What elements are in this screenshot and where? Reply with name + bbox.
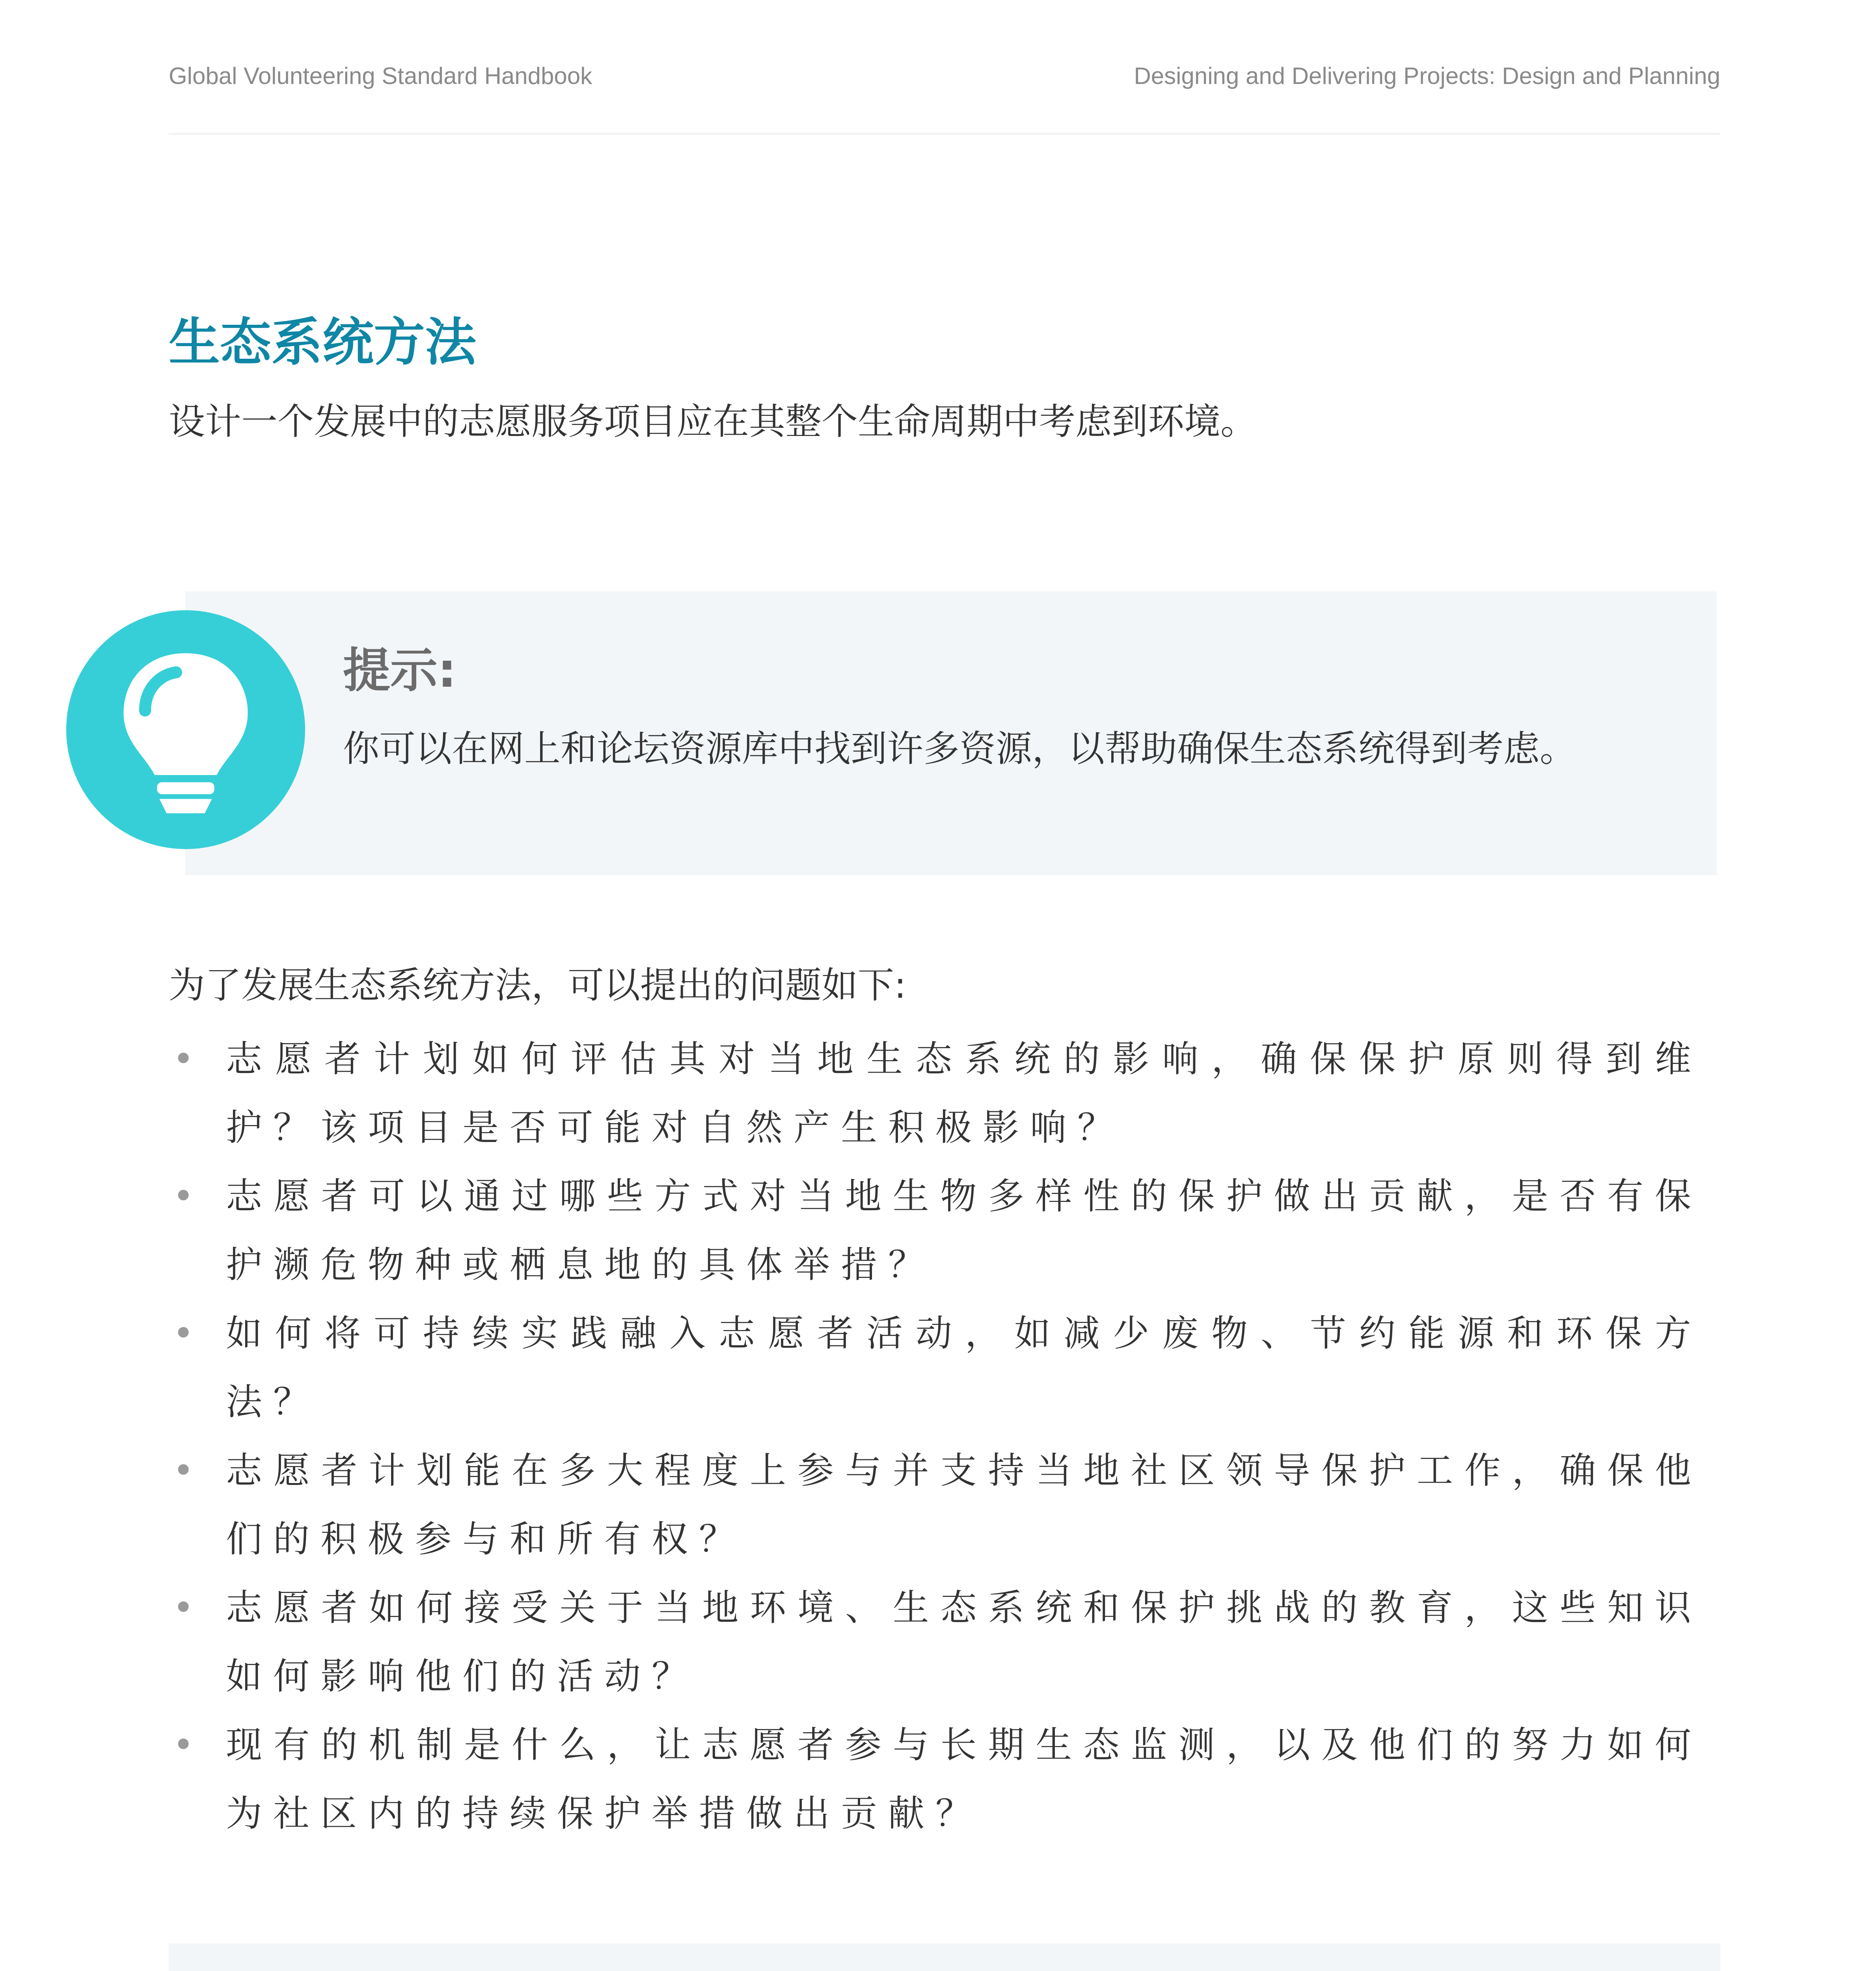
tip-title: 提示:: [343, 643, 456, 698]
list-item: [169, 1299, 1702, 1436]
header-divider: [169, 133, 1720, 134]
lightbulb-icon: [66, 610, 305, 849]
list-item: [169, 1162, 1702, 1299]
bullet-icon: •: [173, 1175, 194, 1217]
bullet-icon: •: [173, 1587, 194, 1629]
list-item: [169, 1711, 1702, 1848]
section-title: 生态系统方法: [169, 312, 477, 372]
bullet-icon: •: [173, 1312, 194, 1354]
question-text: 现有的机制是什么，让志愿者参与长期生态监测，以及他们的努力如何为社区内的持续保护举措做出贡献？: [226, 1724, 1702, 1835]
list-item: [169, 1574, 1702, 1711]
question-text: 志愿者如何接受关于当地环境、生态系统和保护挑战的教育，这些知识如何影响他们的活动？: [226, 1587, 1702, 1697]
questions-intro: 为了发展生态系统方法，可以提出的问题如下:: [169, 964, 906, 1006]
list-item: [169, 1436, 1702, 1574]
header-left-title: Global Volunteering Standard Handbook: [169, 63, 592, 89]
tip-text: 你可以在网上和论坛资源库中找到许多资源，以帮助确保生态系统得到考虑。: [343, 728, 1576, 770]
question-text: 如何将可持续实践融入志愿者活动，如减少废物、节约能源和环保方法？: [226, 1312, 1702, 1423]
questions-list: [169, 1025, 1702, 1848]
bullet-icon: •: [173, 1724, 194, 1766]
question-text: 志愿者计划如何评估其对当地生态系统的影响，确保保护原则得到维护？该项目是否可能对自然产生积极影响？: [226, 1038, 1702, 1149]
question-text: 志愿者计划能在多大程度上参与并支持当地社区领导保护工作，确保他们的积极参与和所有权？: [226, 1449, 1702, 1560]
bullet-icon: •: [173, 1038, 194, 1080]
bullet-icon: •: [173, 1449, 194, 1492]
list-item: [169, 1025, 1702, 1162]
question-text: 志愿者可以通过哪些方式对当地生物多样性的保护做出贡献，是否有保护濒危物种或栖息地的具体举措？: [226, 1175, 1702, 1286]
section-intro: 设计一个发展中的志愿服务项目应在其整个生命周期中考虑到环境。: [169, 401, 1257, 443]
good-practice-box: [169, 1943, 1720, 1971]
header-right-title: Designing and Delivering Projects: Design and Planning: [1134, 63, 1720, 89]
